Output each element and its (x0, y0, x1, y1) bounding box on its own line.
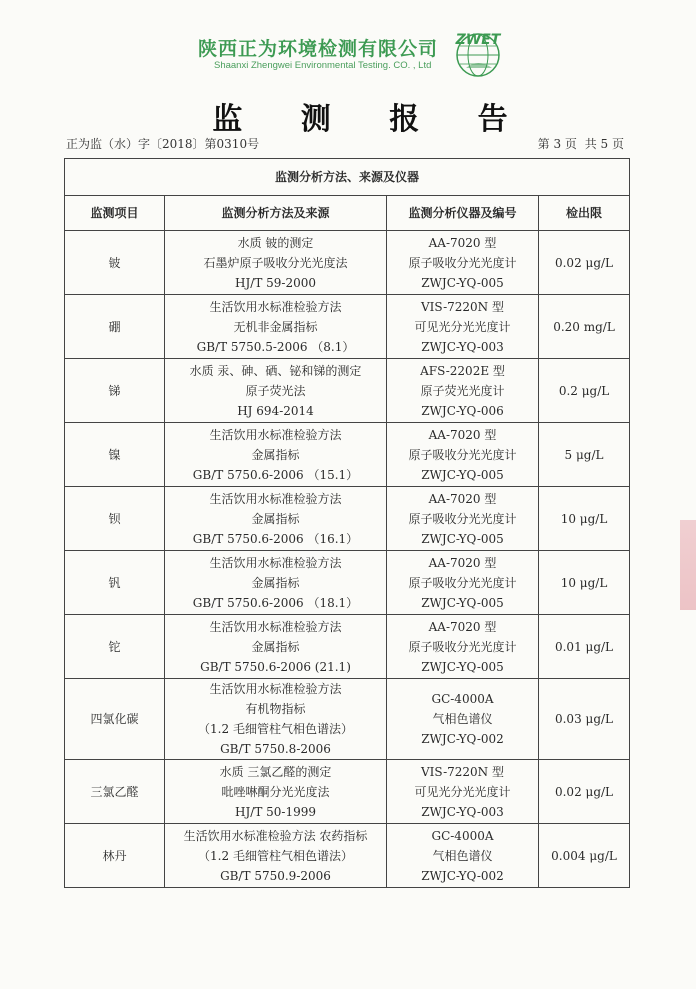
page-current: 第 3 页 (537, 137, 577, 151)
table-row (65, 359, 630, 423)
cell-limit: 0.20 mg/L (539, 295, 630, 359)
instrument-line: ZWJC-YQ-003 (421, 339, 504, 354)
cell-item: 钒 (65, 551, 165, 615)
company-logo (446, 28, 510, 78)
cell-method (165, 551, 387, 615)
method-line: GB/T 5750.6-2006 (21.1) (200, 659, 351, 674)
method-line: HJ 694-2014 (237, 403, 314, 418)
table-row (65, 615, 630, 679)
table-row (65, 423, 630, 487)
method-line: GB/T 5750.6-2006 （15.1） (192, 467, 359, 482)
table-row (65, 231, 630, 295)
instrument-line: AA-7020 型 (428, 555, 497, 570)
company-name-en: Shaanxi Zhengwei Environmental Testing. CO. , Ltd (214, 60, 432, 71)
page-indicator (534, 135, 624, 152)
table-row (65, 760, 630, 824)
cell-item: 铍 (65, 231, 165, 295)
instrument-line: 气相色谱仪 (432, 848, 493, 863)
cell-item: 硼 (65, 295, 165, 359)
method-line: 水质 汞、砷、硒、铋和锑的测定 (189, 363, 362, 378)
method-line: HJ/T 50-1999 (235, 804, 316, 819)
cell-instrument (387, 760, 539, 824)
method-line: GB/T 5750.9-2006 (220, 868, 331, 883)
cell-instrument (387, 487, 539, 551)
instrument-line: VIS-7220N 型 (421, 299, 504, 314)
cell-item: 钡 (65, 487, 165, 551)
instrument-line: GC-4000A (431, 828, 494, 843)
header-limit: 检出限 (539, 196, 630, 231)
instrument-line: VIS-7220N 型 (421, 764, 504, 779)
page-total: 共 5 页 (584, 137, 624, 151)
edge-stamp (680, 520, 696, 610)
method-line: 金属指标 (251, 447, 300, 462)
method-line: 生活饮用水标准检验方法 (209, 682, 342, 696)
instrument-line: ZWJC-YQ-005 (421, 531, 504, 546)
cell-limit: 0.004 μg/L (539, 824, 630, 888)
document-title: 监 测 报 告 (212, 102, 532, 137)
cell-limit: 10 μg/L (539, 551, 630, 615)
cell-method (165, 615, 387, 679)
logo-text: ZWET (455, 32, 501, 48)
cell-limit: 5 μg/L (539, 423, 630, 487)
cell-method (165, 423, 387, 487)
cell-method (165, 295, 387, 359)
table-row (65, 679, 630, 760)
cell-limit: 0.2 μg/L (539, 359, 630, 423)
cell-instrument (387, 615, 539, 679)
table-row (65, 824, 630, 888)
cell-instrument (387, 423, 539, 487)
cell-method (165, 760, 387, 824)
instrument-line: ZWJC-YQ-003 (421, 804, 504, 819)
instrument-line: ZWJC-YQ-005 (421, 595, 504, 610)
header-method: 监测分析方法及来源 (165, 196, 387, 231)
instrument-line: 气相色谱仪 (432, 712, 493, 726)
instrument-line: GC-4000A (431, 692, 494, 706)
method-line: 金属指标 (251, 511, 300, 526)
method-line: 原子荧光法 (245, 383, 306, 398)
cell-item: 林丹 (65, 824, 165, 888)
instrument-line: 可见光分光光度计 (414, 784, 511, 799)
table-body (65, 231, 630, 888)
header-instrument: 监测分析仪器及编号 (387, 196, 539, 231)
method-line: 金属指标 (251, 575, 300, 590)
report-number: 正为监（水）字〔2018〕第0310号 (66, 137, 260, 151)
instrument-line: 可见光分光光度计 (414, 319, 511, 334)
instrument-line: ZWJC-YQ-002 (421, 732, 504, 746)
instrument-line: ZWJC-YQ-006 (421, 403, 504, 418)
method-line: HJ/T 59-2000 (235, 275, 316, 290)
method-line: GB/T 5750.5-2006 （8.1） (196, 339, 355, 354)
cell-method (165, 359, 387, 423)
instrument-line: ZWJC-YQ-002 (421, 868, 504, 883)
cell-instrument (387, 359, 539, 423)
cell-item: 镍 (65, 423, 165, 487)
cell-limit: 0.02 μg/L (539, 231, 630, 295)
method-line: GB/T 5750.6-2006 （16.1） (192, 531, 359, 546)
method-line: （1.2 毛细管柱气相色谱法） (198, 848, 353, 863)
method-table (64, 158, 630, 888)
cell-method (165, 824, 387, 888)
instrument-line: AFS-2202E 型 (420, 363, 505, 378)
method-line: GB/T 5750.8-2006 (220, 742, 331, 756)
method-line: 生活饮用水标准检验方法 (209, 299, 342, 314)
instrument-line: 原子吸收分光光度计 (408, 511, 517, 526)
method-line: 生活饮用水标准检验方法 (209, 491, 342, 506)
company-name-cn: 陕西正为环境检测有限公司 (198, 38, 439, 60)
instrument-line: AA-7020 型 (428, 491, 497, 506)
header-item: 监测项目 (65, 196, 165, 231)
report-header (0, 0, 696, 90)
instrument-line: 原子吸收分光光度计 (408, 575, 517, 590)
cell-limit: 0.03 μg/L (539, 679, 630, 760)
method-line: GB/T 5750.6-2006 （18.1） (192, 595, 359, 610)
cell-item: 铊 (65, 615, 165, 679)
cell-item: 四氯化碳 (65, 679, 165, 760)
table-caption: 监测分析方法、来源及仪器 (65, 159, 630, 196)
cell-instrument (387, 231, 539, 295)
table-row (65, 295, 630, 359)
instrument-line: AA-7020 型 (428, 427, 497, 442)
method-line: 金属指标 (251, 639, 300, 654)
instrument-line: ZWJC-YQ-005 (421, 659, 504, 674)
instrument-line: AA-7020 型 (428, 619, 497, 634)
instrument-line: 原子吸收分光光度计 (408, 255, 517, 270)
method-line: 有机物指标 (245, 702, 306, 716)
cell-method (165, 679, 387, 760)
instrument-line: 原子吸收分光光度计 (408, 447, 517, 462)
cell-method (165, 487, 387, 551)
instrument-line: AA-7020 型 (428, 235, 497, 250)
cell-instrument (387, 295, 539, 359)
table-caption-row (65, 159, 630, 196)
method-line: 吡唑啉酮分光光度法 (221, 784, 330, 799)
method-line: 石墨炉原子吸收分光光度法 (203, 255, 348, 270)
instrument-line: ZWJC-YQ-005 (421, 275, 504, 290)
cell-instrument (387, 551, 539, 615)
table-header-row (65, 196, 630, 231)
instrument-line: 原子荧光光度计 (420, 383, 505, 398)
cell-item: 锑 (65, 359, 165, 423)
cell-instrument (387, 824, 539, 888)
method-line: 生活饮用水标准检验方法 (209, 555, 342, 570)
cell-item: 三氯乙醛 (65, 760, 165, 824)
instrument-line: 原子吸收分光光度计 (408, 639, 517, 654)
method-line: 水质 三氯乙醛的测定 (219, 764, 332, 779)
cell-limit: 0.01 μg/L (539, 615, 630, 679)
method-line: 水质 铍的测定 (237, 235, 314, 250)
cell-limit: 0.02 μg/L (539, 760, 630, 824)
method-line: 生活饮用水标准检验方法 农药指标 (183, 828, 368, 843)
table-row (65, 551, 630, 615)
cell-instrument (387, 679, 539, 760)
method-line: （1.2 毛细管柱气相色谱法） (198, 722, 353, 736)
cell-method (165, 231, 387, 295)
cell-limit: 10 μg/L (539, 487, 630, 551)
method-line: 无机非金属指标 (233, 319, 318, 334)
method-line: 生活饮用水标准检验方法 (209, 619, 342, 634)
method-line: 生活饮用水标准检验方法 (209, 427, 342, 442)
instrument-line: ZWJC-YQ-005 (421, 467, 504, 482)
table-row (65, 487, 630, 551)
